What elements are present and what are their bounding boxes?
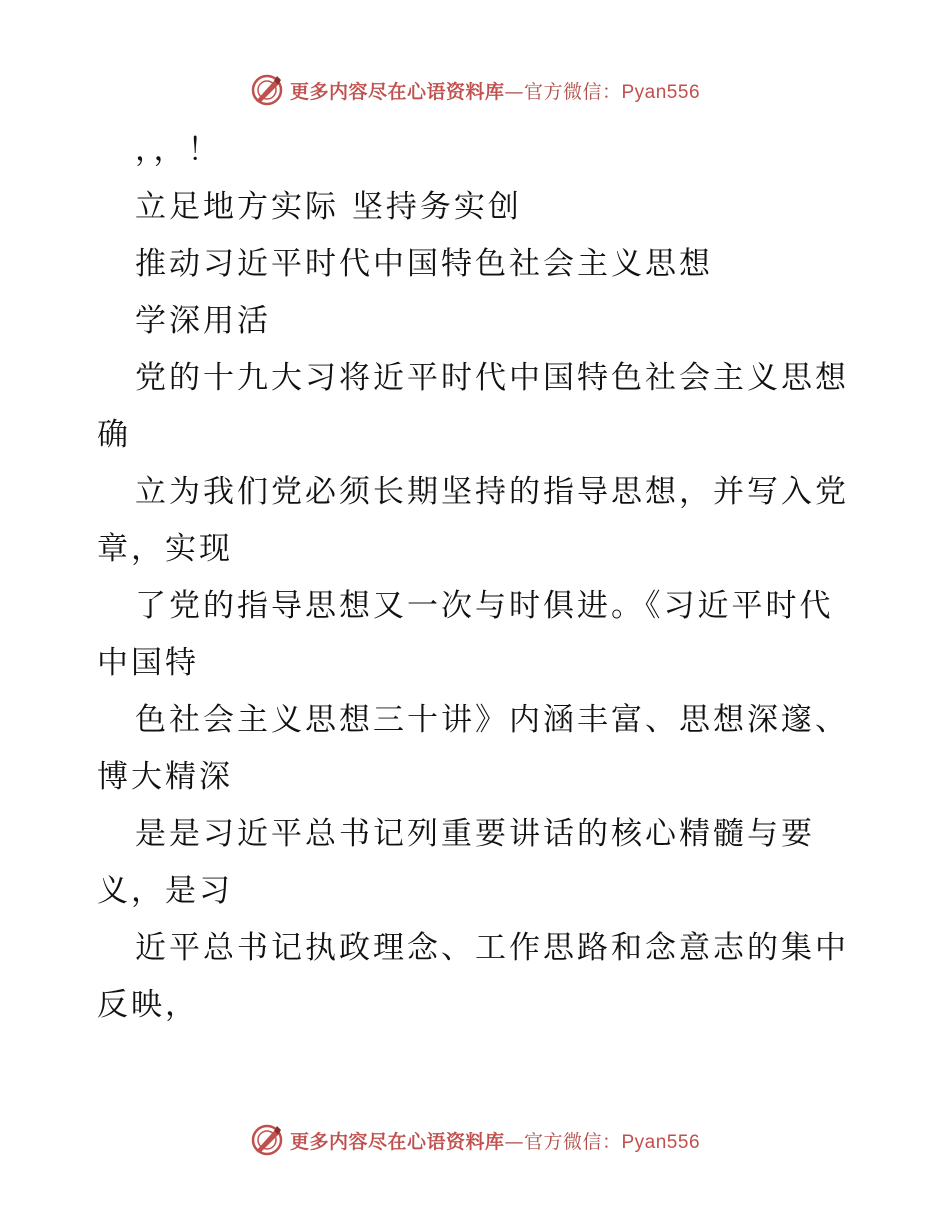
footer-banner bbox=[0, 1120, 950, 1160]
text-line: ，，！ bbox=[135, 132, 222, 168]
text-line: 了党的指导思想又一次与时俱进。《习近平时代 bbox=[135, 588, 834, 624]
banner-dash: — bbox=[504, 80, 524, 103]
text-line: 确 bbox=[97, 417, 131, 453]
text-line: 学深用活 bbox=[135, 303, 271, 339]
pen-logo-icon bbox=[250, 1123, 284, 1157]
pen-logo-icon bbox=[250, 73, 284, 107]
banner-wechat-label: 官方微信： bbox=[523, 1130, 622, 1153]
banner-text bbox=[290, 77, 700, 104]
text-line: 立为我们党必须长期坚持的指导思想，并写入党 bbox=[135, 474, 849, 510]
text-line: 近平总书记执政理念、工作思路和念意志的集中 bbox=[135, 930, 849, 966]
text-line: 反映， bbox=[97, 987, 199, 1023]
text-line: 章，实现 bbox=[97, 531, 233, 567]
banner-text bbox=[290, 1127, 700, 1154]
text-line: 推动习近平时代中国特色社会主义思想 bbox=[135, 246, 713, 282]
text-line: 博大精深 bbox=[97, 759, 233, 795]
banner-wechat-id: Pyan556 bbox=[621, 81, 701, 103]
banner-main-text: 更多内容尽在心语资料库 bbox=[289, 80, 505, 103]
text-line: 立足地方实际 坚持务实创 bbox=[135, 189, 522, 225]
text-line: 党的十九大习将近平时代中国特色社会主义思想 bbox=[135, 360, 849, 396]
header-banner bbox=[0, 70, 950, 110]
document-body bbox=[97, 122, 857, 1034]
text-line: 中国特 bbox=[97, 645, 199, 681]
banner-wechat-id: Pyan556 bbox=[621, 1131, 701, 1153]
text-line: 色社会主义思想三十讲》内涵丰富、思想深邃、 bbox=[135, 702, 849, 738]
text-line: 是是习近平总书记列重要讲话的核心精髓与要 bbox=[135, 816, 815, 852]
banner-dash: — bbox=[504, 1130, 524, 1153]
banner-wechat-label: 官方微信： bbox=[523, 80, 622, 103]
text-line: 义，是习 bbox=[97, 873, 233, 909]
banner-main-text: 更多内容尽在心语资料库 bbox=[289, 1130, 505, 1153]
